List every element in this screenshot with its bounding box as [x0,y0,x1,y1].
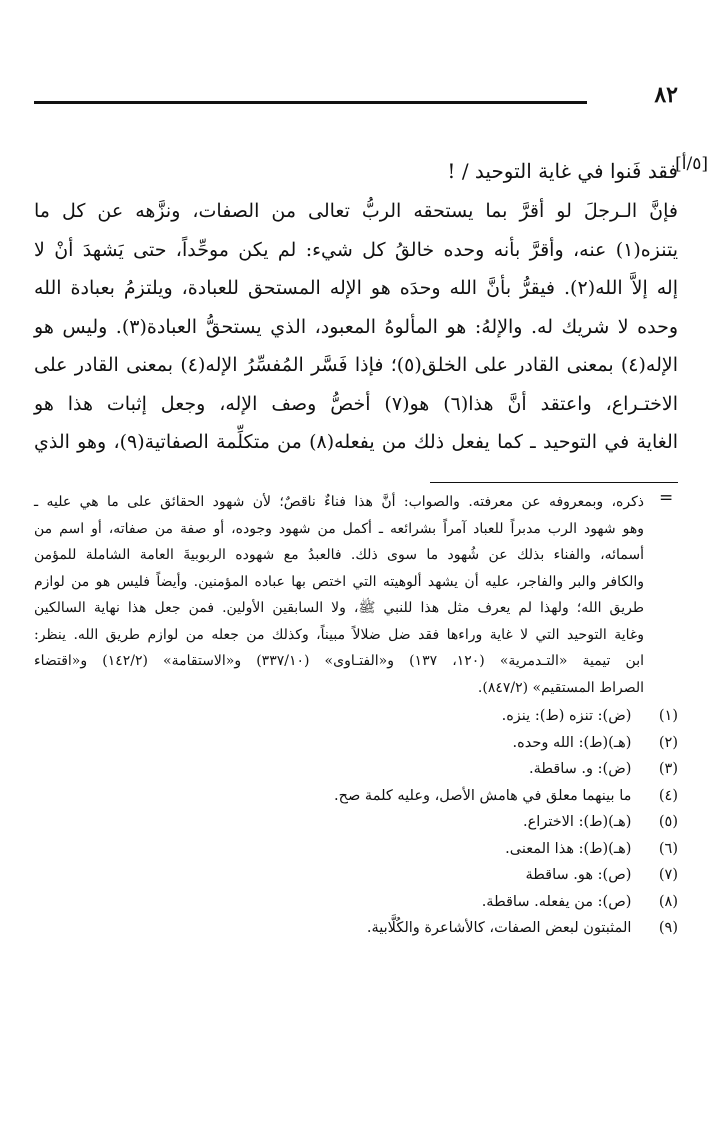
footnote-text: المثبتون لبعض الصفات، كالأشاعرة والكُلَّابية. [366,920,632,936]
footnote-line: الصراط المستقيم» (٨٤٧/٢). [477,679,644,696]
footnote-number: (١) [658,708,678,724]
text-line: فإنَّ الـرجلَ لو أقرَّ بما يستحقه الربُّ تعالى من الصفات، ونزَّهه عن كل ما [34,200,678,222]
footnote-line: والكافر والبر والفاجر، عليه أن يشهد ألوهيته التي اختص بها عباده المؤمنين. وأيضاً فليس هو من لوازم [34,573,644,590]
footnote-list [34,703,678,942]
footnote-number: (٩) [658,920,678,936]
footnote-number: (٦) [658,840,678,857]
footnote-line: ابن تيمية «التـدمرية» (١٢٠، ١٣٧) و«الفتـاوى» (٣٣٧/١٠) و«الاستقامة» (١٤٢/٢) و«اقتضاء [34,653,644,669]
text-line: الإله(٤) بمعنى القادر على الخلق(٥)؛ فإذا فَسَّر المُفسِّرُ الإله(٤) بمعنى القادر على [34,354,679,376]
footnote-item [34,915,678,942]
footnote-text: (هـ)(ط): الاختراع. [523,814,632,830]
footnote-text: (ض): و. ساقطة. [529,761,632,777]
footnote-line: وغاية التوحيد التي لا غاية وراءها فقد ضل ضلالاً مبيناً، وكذلك من جعله من لوازم طريق الله. ينظر: [34,626,644,643]
heading-line: فقد فَنوا في غاية التوحيد / ! [447,159,678,183]
continuation-mark: = [659,488,674,508]
footnote-number: (٢) [658,734,678,751]
footnote-number: (٣) [658,761,678,777]
footnote-text: (ص): هو. ساقطة [525,867,632,883]
footnote-continuation [34,489,644,701]
footnote-line: وهو شهود الرب مدبراً للعباد آمراً بشرائعه ـ أكمل من شهود وجوده، أو صفة من صفاته، أو اسم من [34,520,644,537]
footnote-line: أسمائه، والفناء بذلك عن شُهود ما سوى ذلك. فالعبدُ مع شهوده الربوبيةَ العامة الشاملة للمؤمن [34,547,644,563]
footnote-line: طريق الله؛ ولهذا لم يعرف مثل هذا للنبي ﷺ، ولا السابقين الأولين. فمن جعل هذا نهاية السالكين [34,600,644,616]
footnote-item [34,836,678,863]
text-line: إله إلاَّ الله(٢). فيقرُّ بأنَّ الله وحدَه هو الإله المستحق للعبادة، ويلتزمُ بعبادة الله [34,277,678,299]
footnote-item [34,889,678,916]
footnote-text: (ص): من يفعله. ساقطة. [481,893,632,910]
footnote-number: (٧) [658,867,678,883]
text-line: الاختـراع، واعتقد أنَّ هذا(٦) هو(٧) أخصُّ وصف الإله، وجعل إثبات هذا هو [34,392,679,415]
footnote-number: (٨) [658,893,678,910]
footnote-line: ذكره، وبمعروفه عن معرفته. والصواب: أنَّ هذا فناءٌ ناقصٌ؛ لأن شهود الحقائق على ما هي عليه ـ [34,494,644,510]
footnote-item [34,730,678,757]
text-line: وحده لا شريك له. والإلهُ: هو المألوهُ المعبود، الذي يستحقُّ العبادة(٣). وليس هو [34,315,678,338]
footnote-item [34,703,678,730]
footnote-text: (ض): تنزه (ط): ينزه. [501,708,632,724]
footnote-item [34,756,678,783]
footnote-number: (٥) [658,814,678,830]
footnote-text: (هـ)(ط): هذا المعنى. [505,840,632,857]
text-line: الغاية في التوحيد ـ كما يفعل ذلك من يفعله(٨) من متكلِّمة الصفاتية(٩)، وهو الذي [34,431,679,453]
footnote-separator [430,482,678,483]
folio-marker: [٥/أ] [675,154,708,174]
footnote-item [34,809,678,836]
footnote-text: ما بينهما معلق في هامش الأصل، وعليه كلمة صح. [334,787,632,804]
text-line: يتنزه(١) عنه، وأقرَّ بأنه وحده خالقُ كل شيء: لم يكن موحِّداً، حتى يَشهدَ أنْ لا [34,238,678,261]
footnote-text: (هـ)(ط): الله وحده. [512,734,632,751]
header-rule [34,101,587,104]
footnote-item [34,862,678,889]
page-number: ٨٢ [654,82,678,108]
page-header [34,82,678,112]
main-text [34,150,708,462]
footnote-number: (٤) [658,787,678,804]
footnote-item [34,783,678,810]
